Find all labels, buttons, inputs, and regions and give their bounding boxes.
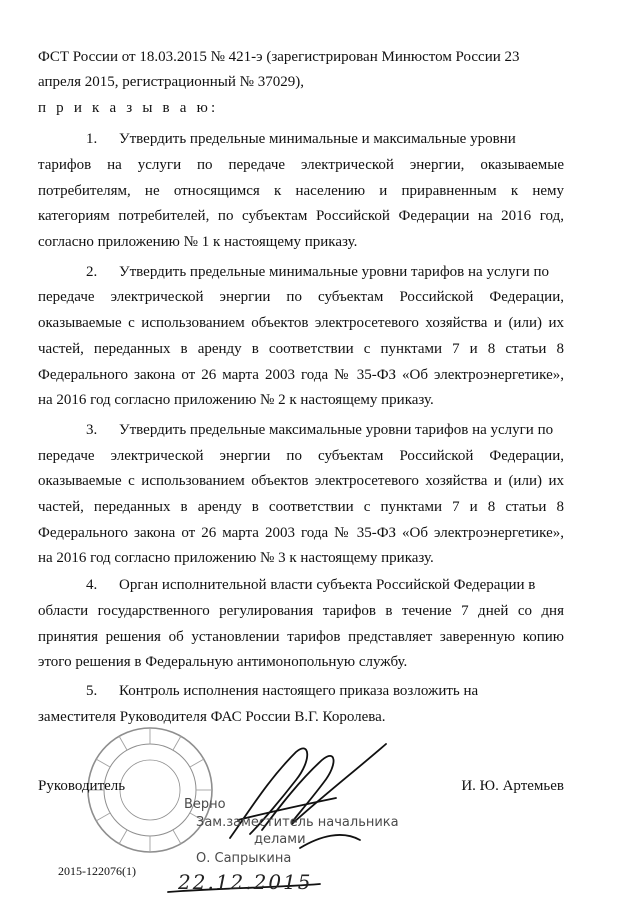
paragraph-2-line-3: оказываемые с использованием объектов электросетевого хозяйства и (или) их — [38, 315, 564, 331]
paragraph-2-line-2: передаче электрической энергии по субъектам Российской Федерации, — [38, 289, 564, 305]
signatory-title: Руководитель — [38, 778, 126, 794]
paragraph-1-number: 1. — [86, 131, 98, 147]
intro-line-1: ФСТ России от 18.03.2015 № 421-э (зарегистрирован Минюстом России 23 — [38, 49, 520, 65]
paragraph-3-line-1: Утвердить предельные максимальные уровни тарифов на услуги по — [119, 422, 554, 438]
paragraph-4-line-2: области государственного регулирования тарифов в течение 7 дней со дня — [38, 603, 564, 619]
paragraph-4-number: 4. — [86, 577, 98, 593]
paragraph-1-line-3: потребителям, не относящимся к населению и приравненным к нему — [38, 183, 564, 199]
paragraph-3-line-3: оказываемые с использованием объектов электросетевого хозяйства и (или) их — [38, 473, 564, 489]
certification-line-1: Верно — [184, 797, 226, 812]
certification-line-3: делами — [254, 832, 306, 847]
intro-line-2: апреля 2015, регистрационный № 37029), — [38, 74, 304, 90]
paragraph-4-line-4: этого решения в Федеральную антимонопольную службу. — [38, 654, 408, 670]
paragraph-2-line-1: Утвердить предельные минимальные уровни тарифов на услуги по — [119, 264, 550, 280]
certification-date: 22.12.2015 — [178, 870, 313, 894]
paragraph-2-line-6: на 2016 год согласно приложению № 2 к настоящему приказу. — [38, 392, 434, 408]
paragraph-2-line-4: частей, переданных в аренду в соответствии с пунктами 7 и 8 статьи 8 — [38, 341, 564, 357]
order-word: п р и к а з ы в а ю: — [38, 100, 219, 116]
paragraph-3-line-5: Федерального закона от 26 марта 2003 года № 35-ФЗ «Об электроэнергетике», — [38, 525, 564, 541]
certification-line-4: О. Сапрыкина — [196, 851, 292, 866]
paragraph-3-line-2: передаче электрической энергии по субъектам Российской Федерации, — [38, 448, 564, 464]
paragraph-1-line-1: Утвердить предельные минимальные и максимальные уровни — [119, 131, 516, 147]
paragraph-5-line-2: заместителя Руководителя ФАС России В.Г. Королева. — [38, 709, 386, 725]
paragraph-5-number: 5. — [86, 683, 98, 699]
paragraph-1-line-2: тарифов на услуги по передаче электрической энергии, оказываемые — [38, 157, 564, 173]
paragraph-2-line-5: Федерального закона от 26 марта 2003 года № 35-ФЗ «Об электроэнергетике», — [38, 367, 564, 383]
paragraph-4-line-1: Орган исполнительной власти субъекта Российской Федерации в — [119, 577, 536, 593]
paragraph-3-line-6: на 2016 год согласно приложению № 3 к настоящему приказу. — [38, 550, 434, 566]
paragraph-2-number: 2. — [86, 264, 98, 280]
paragraph-1-line-4: категориям потребителей, по субъектам Российской Федерации на 2016 год, — [38, 208, 564, 224]
registration-number: 2015-122076(1) — [58, 864, 136, 878]
paragraph-5-line-1: Контроль исполнения настоящего приказа возложить на — [119, 683, 479, 699]
paragraph-3-number: 3. — [86, 422, 98, 438]
paragraph-1-line-5: согласно приложению № 1 к настоящему приказу. — [38, 234, 358, 250]
certification-line-2: Зам.заместитель начальника — [196, 815, 399, 830]
paragraph-3-line-4: частей, переданных в аренду в соответствии с пунктами 7 и 8 статьи 8 — [38, 499, 564, 515]
paragraph-4-line-3: принятия решения об установлении тарифов представляет заверенную копию — [38, 629, 564, 645]
signatory-name: И. Ю. Артемьев — [461, 778, 564, 794]
